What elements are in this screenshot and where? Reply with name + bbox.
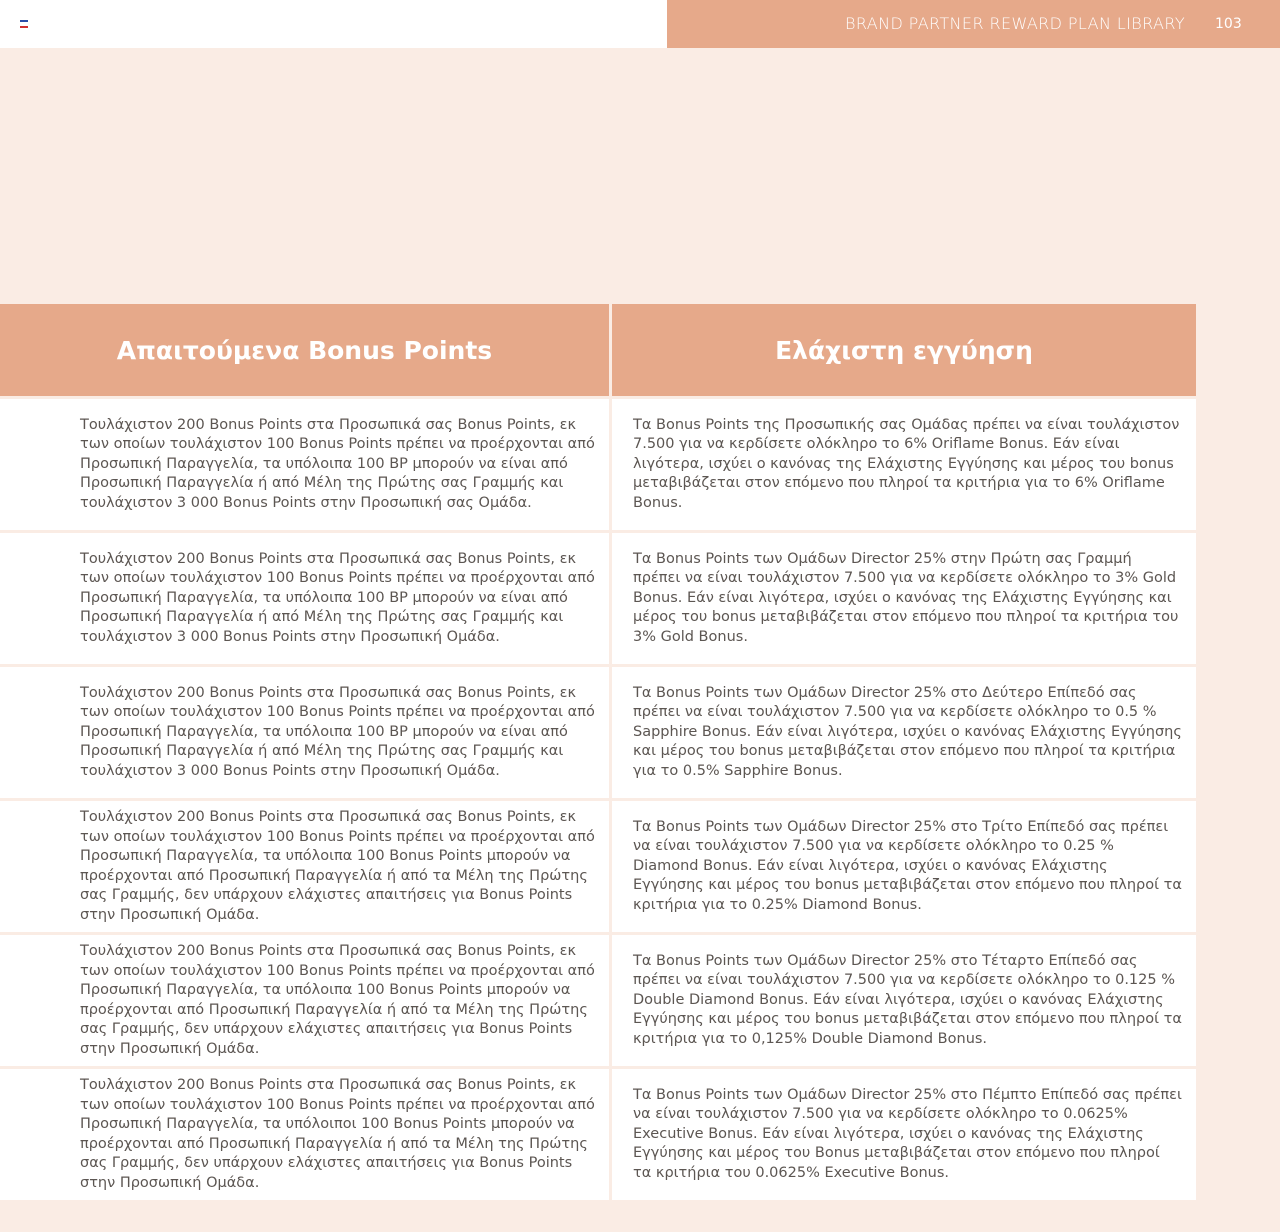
top-bar-left	[0, 0, 667, 48]
cell-text: Τουλάχιστον 200 Bonus Points στα Προσωπικά σας Bonus Points, εκ των οποίων τουλάχιστον 100 Bonus Points πρέπει να προέρχονται από Προσωπική Παραγγελία, τα υπόλοιποι 100 Bonus Points μπορούν να προέρχονται από Προσωπική Παραγγελία ή από τα Μέλη της Πρώτης σας Γραμμής, δεν υπάρχουν ελάχιστες απαιτήσεις για Bonus Points στην Προσωπική Ομάδα.	[80, 1077, 595, 1191]
page-number: 103	[1215, 16, 1242, 32]
cell-text: Τα Bonus Points των Ομάδων Director 25% στην Πρώτη σας Γραμμή πρέπει να είναι τουλάχιστον 7.500 για να κερδίσετε ολόκληρο το 3% Gold Bonus. Εάν είναι λιγότερα, ισχύει ο κανόνας της Ελάχιστης Εγγύησης και μέρος του bonus μεταβιβάζεται στον επόμενο που πληροί τα κριτήρια του 3% Gold Bonus.	[633, 550, 1179, 645]
table-cell-required	[0, 664, 612, 798]
table-cell-guarantee	[612, 798, 1196, 932]
cell-text: Τα Bonus Points των Ομάδων Director 25% στο Τέταρτο Επίπεδό σας πρέπει να είναι τουλάχιστον 7.500 για να κερδίσετε ολόκληρο το 0.125 % Double Diamond Bonus. Εάν είναι λιγότερα, ισχύει ο κανόνας Ελάχιστης Εγγύησης και μέρος του bonus μεταβιβάζεται στον επόμενο που πληροί τα κριτήρια για το 0,125% Double Diamond Bonus.	[633, 952, 1182, 1047]
header-title: BRAND PARTNER REWARD PLAN LIBRARY	[845, 14, 1186, 33]
cell-text: Τουλάχιστον 200 Bonus Points στα Προσωπικά σας Bonus Points, εκ των οποίων τουλάχιστον 100 Bonus Points πρέπει να προέρχονται από Προσωπική Παραγγελία, τα υπόλοιπα 100 BP μπορούν να είναι από Προσωπική Παραγγελία ή από Μέλη της Πρώτης σας Γραμμής και τουλάχιστον 3 000 Bonus Points στην Προσωπική Ομάδα.	[80, 684, 595, 779]
table-cell-guarantee	[612, 396, 1196, 530]
cell-text: Τα Bonus Points της Προσωπικής σας Ομάδας πρέπει να είναι τουλάχιστον 7.500 για να κερδίσετε ολόκληρο το 6% Oriflame Bonus. Εάν είναι λιγότερα, ισχύει ο κανόνας της Ελάχιστης Εγγύησης και μέρος του bonus μεταβιβάζεται στον επόμενο που πληροί τα κριτήρια για το 6% Oriflame Bonus.	[633, 416, 1180, 511]
table-cell-guarantee	[612, 932, 1196, 1066]
bonus-requirements-table	[0, 304, 1196, 1202]
flag-icon	[20, 20, 28, 27]
table-cell-guarantee	[612, 664, 1196, 798]
table-cell-required	[0, 932, 612, 1066]
table-cell-guarantee	[612, 530, 1196, 664]
header-bar	[667, 0, 1280, 48]
cell-text: Τουλάχιστον 200 Bonus Points στα Προσωπικά σας Bonus Points, εκ των οποίων τουλάχιστον 100 Bonus Points πρέπει να προέρχονται από Προσωπική Παραγγελία, τα υπόλοιπα 100 BP μπορούν να είναι από Προσωπική Παραγγελία ή από Μέλη της Πρώτης σας Γραμμής και τουλάχιστον 3 000 Bonus Points στην Προσωπική Ομάδα.	[80, 550, 595, 645]
cell-text: Τουλάχιστον 200 Bonus Points στα Προσωπικά σας Bonus Points, εκ των οποίων τουλάχιστον 100 Bonus Points πρέπει να προέρχονται από Προσωπική Παραγγελία, τα υπόλοιπα 100 Bonus Points μπορούν να προέρχονται από Προσωπική Παραγγελία ή από τα Μέλη της Πρώτης σας Γραμμής, δεν υπάρχουν ελάχιστες απαιτήσεις για Bonus Points στην Προσωπική Ομάδα.	[80, 809, 595, 923]
column-header-minimum-guarantee: Ελάχιστη εγγύηση	[612, 304, 1196, 396]
column-header-required-bonus-points: Απαιτούμενα Bonus Points	[0, 304, 612, 396]
table-cell-required	[0, 798, 612, 932]
cell-text: Τουλάχιστον 200 Bonus Points στα Προσωπικά σας Bonus Points, εκ των οποίων τουλάχιστον 100 Bonus Points πρέπει να προέρχονται από Προσωπική Παραγγελία, τα υπόλοιπα 100 Bonus Points μπορούν να προέρχονται από Προσωπική Παραγγελία ή από τα Μέλη της Πρώτης σας Γραμμής, δεν υπάρχουν ελάχιστες απαιτήσεις για Bonus Points στην Προσωπική Ομάδα.	[80, 943, 595, 1057]
table-cell-required	[0, 530, 612, 664]
cell-text: Τα Bonus Points των Ομάδων Director 25% στο Δεύτερο Επίπεδό σας πρέπει να είναι τουλάχιστον 7.500 για να κερδίσετε ολόκληρο το 0.5 % Sapphire Bonus. Εάν είναι λιγότερα, ισχύει ο κανόνας Ελάχιστης Εγγύησης και μέρος του bonus μεταβιβάζεται στον επόμενο που πληροί τα κριτήρια για το 0.5% Sapphire Bonus.	[633, 684, 1182, 779]
cell-text: Τα Bonus Points των Ομάδων Director 25% στο Τρίτο Επίπεδό σας πρέπει να είναι τουλάχιστον 7.500 για να κερδίσετε ολόκληρο το 0.25 % Diamond Bonus. Εάν είναι λιγότερα, ισχύει ο κανόνας Ελάχιστης Εγγύησης και μέρος του bonus μεταβιβάζεται στον επόμενο που πληροί τα κριτήρια για το 0.25% Diamond Bonus.	[633, 818, 1182, 913]
cell-text: Τα Bonus Points των Ομάδων Director 25% στο Πέμπτο Επίπεδό σας πρέπει να είναι τουλάχιστον 7.500 για να κερδίσετε ολόκληρο το 0.0625% Executive Bonus. Εάν είναι λιγότερα, ισχύει ο κανόνας της Ελάχιστης Εγγύησης και μέρος του Bonus μεταβιβάζεται στον επόμενο που πληροί τα κριτήρια του 0.0625% Executive Bonus.	[633, 1086, 1182, 1181]
table-cell-required	[0, 396, 612, 530]
cell-text: Τουλάχιστον 200 Bonus Points στα Προσωπικά σας Bonus Points, εκ των οποίων τουλάχιστον 100 Bonus Points πρέπει να προέρχονται από Προσωπική Παραγγελία, τα υπόλοιπα 100 BP μπορούν να είναι από Προσωπική Παραγγελία ή από Μέλη της Πρώτης σας Γραμμής και τουλάχιστον 3 000 Bonus Points στην Προσωπική σας Ομάδα.	[80, 416, 595, 511]
table-cell-required	[0, 1066, 612, 1200]
table-cell-guarantee	[612, 1066, 1196, 1200]
